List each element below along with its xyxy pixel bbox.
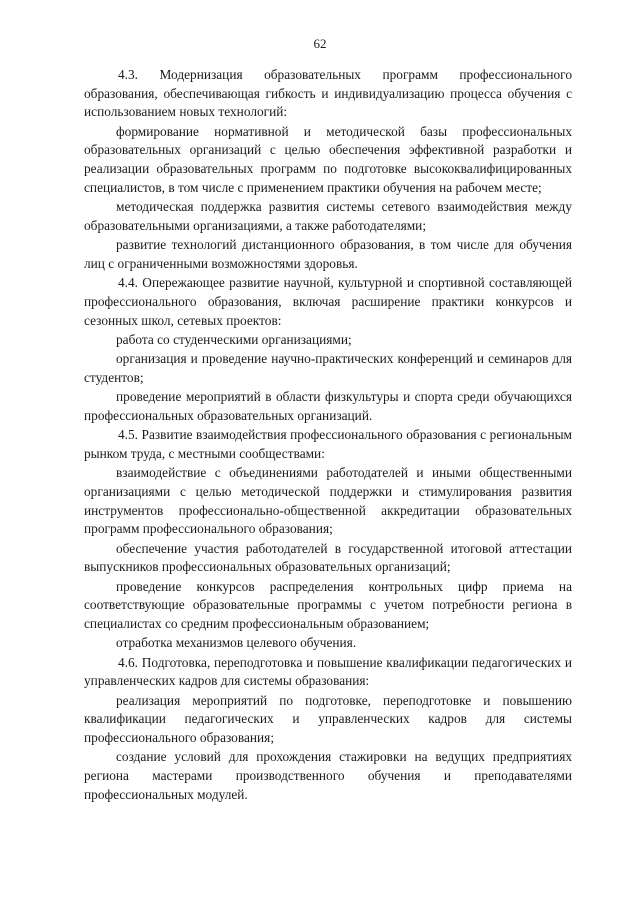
section-4-4-heading: 4.4. Опережающее развитие научной, культурной и спортивной составляющей профессионального образования, включая расширение практики конкурсов и сезонных школ, сетевых проектов: <box>84 275 572 328</box>
section-4-6-item-2: создание условий для прохождения стажировки на ведущих предприятиях региона мастерами производственного обучения и преподавателями профессиональных модулей. <box>84 749 572 802</box>
section-4-5-item-2: обеспечение участия работодателей в государственной итоговой аттестации выпускников профессиональных образовательных организаций; <box>84 540 572 575</box>
section-4-4-item-2: организация и проведение научно-практических конференций и семинаров для студентов; <box>84 351 572 385</box>
section-4-5-item-3: проведение конкурсов распределения контрольных цифр приема на соответствующие образовательные программы с учетом потребности региона в специалистах со средним профессиональным образованием; <box>84 578 572 631</box>
section-4-3-item-3: развитие технологий дистанционного образования, в том числе для обучения лиц с ограниченными возможностями здоровья. <box>84 237 572 271</box>
section-4-5-item-4: отработка механизмов целевого обучения. <box>116 635 357 651</box>
document-body <box>84 66 572 804</box>
section-4-6-item-1: реализация мероприятий по подготовке, переподготовке и повышению квалификации педагогических и управленческих кадров для системы профессионального образования; <box>84 692 572 745</box>
section-4-3-item-1: формирование нормативной и методической базы профессиональных образовательных организаций с целью обеспечения эффективной разработки и реализации образовательных программ по подготовке высококвалифицированных специалистов, в том числе с применением практики обучения на рабочем месте; <box>84 123 572 195</box>
section-4-3-item-2: методическая поддержка развития системы сетевого взаимодействия между образовательными организациями, а также работодателями; <box>84 199 572 233</box>
section-4-6-heading: 4.6. Подготовка, переподготовка и повышение квалификации педагогических и управленческих кадров для системы образования: <box>84 654 572 689</box>
page-number: 62 <box>313 36 327 51</box>
section-4-4-item-1: работа со студенческими организациями; <box>116 331 352 347</box>
section-4-5-heading: 4.5. Развитие взаимодействия профессионального образования с региональным рынком труда, с местными сообществами: <box>84 427 572 461</box>
section-4-5-item-1: взаимодействие с объединениями работодателей и иными общественными организациями с целью методической поддержки и стимулирования развития инструментов профессионально-общественной аккредитации образовательных программ профессионального образования; <box>84 465 572 537</box>
section-4-4-item-3: проведение мероприятий в области физкультуры и спорта среди обучающихся профессиональных образовательных организаций. <box>84 389 572 423</box>
section-4-3-heading: 4.3. Модернизация образовательных программ профессионального образования, обеспечивающая гибкость и индивидуализацию процесса обучения с использованием новых технологий: <box>84 67 572 120</box>
